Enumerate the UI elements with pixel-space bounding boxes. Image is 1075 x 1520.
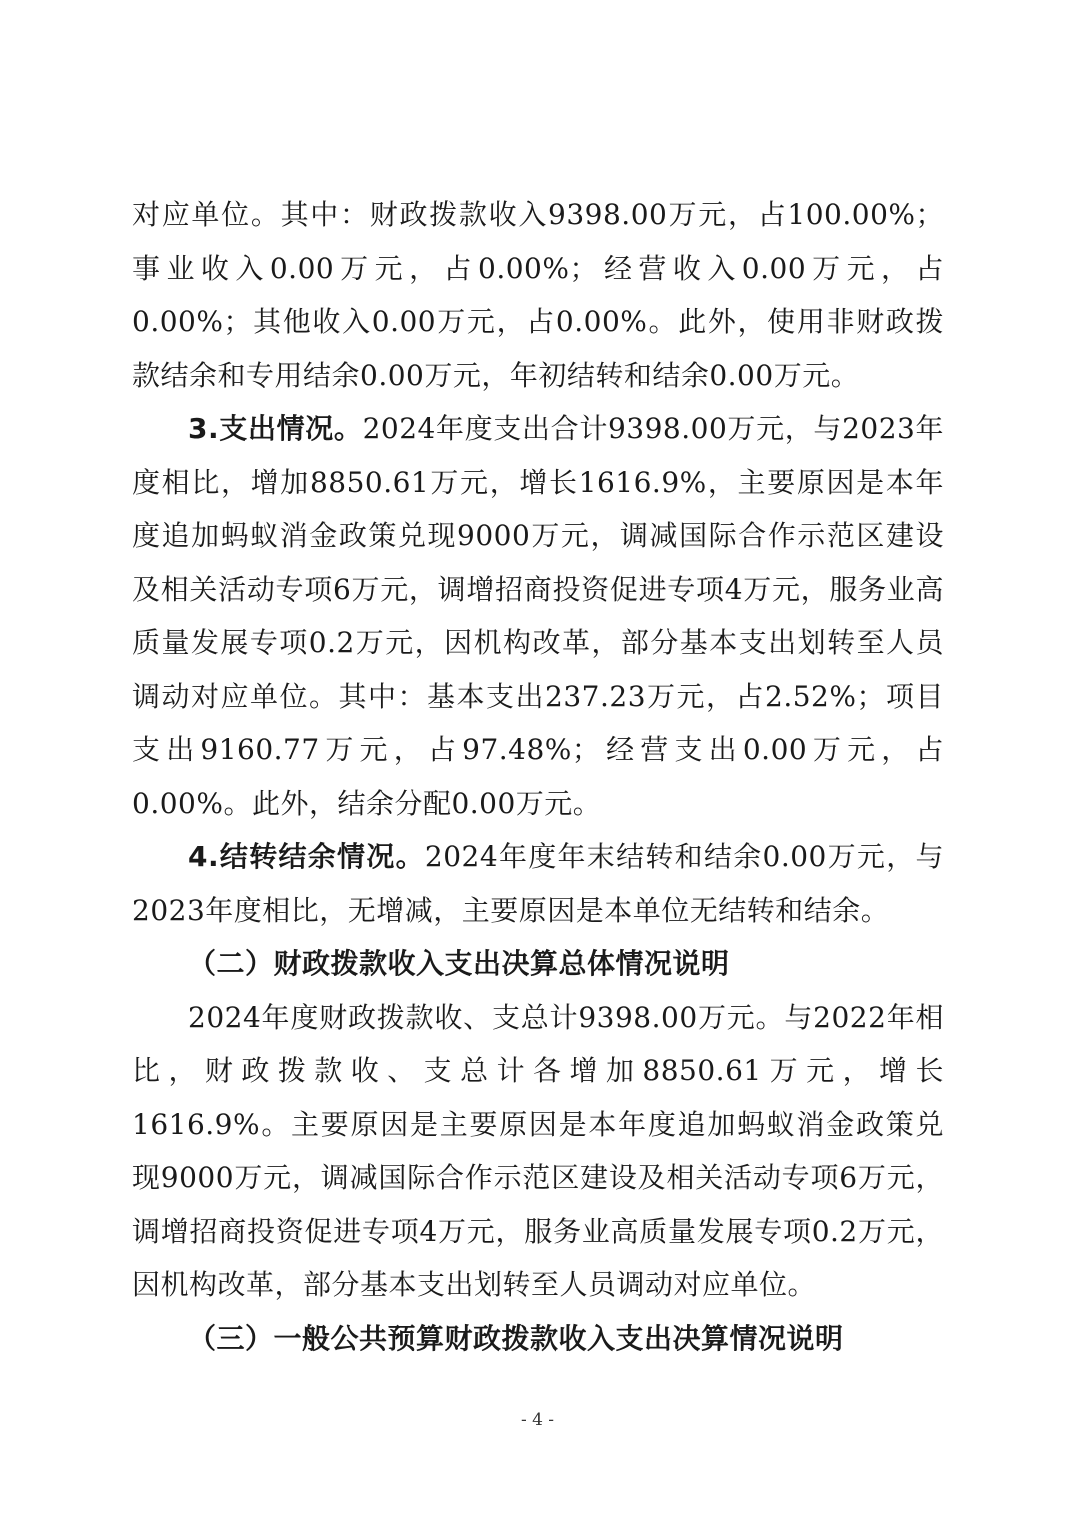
paragraph-fiscal-summary: 2024年度财政拨款收、支总计9398.00万元。与2022年相比，财政拨款收、支总计各增加8850.61万元，增长1616.9%。主要原因是主要原因是本年度追加蚂蚁消金政策兑现9000万元，调减国际合作示范区建设及相关活动专项6万元，调增招商投资促进专项4万元，服务业高质量发展专项0.2万元，因机构改革，部分基本支出划转至人员调动对应单位。 xyxy=(132,1000,944,1301)
carryover-heading: 4.结转结余情况。 xyxy=(188,840,425,873)
paragraph-income-breakdown: 对应单位。其中：财政拨款收入9398.00万元，占100.00%；事业收入0.00万元，占0.00%；经营收入0.00万元，占0.00%；其他收入0.00万元，占0.00%。此外，使用非财政拨款结余和专用结余0.00万元，年初结转和结余0.00万元。 xyxy=(132,198,944,392)
paragraph-carryover xyxy=(132,830,944,937)
expenditure-body: 2024年度支出合计9398.00万元，与2023年度相比，增加8850.61万元，增长1616.9%，主要原因是本年度追加蚂蚁消金政策兑现9000万元，调减国际合作示范区建设及相关活动专项6万元，调增招商投资促进专项4万元，服务业高质量发展专项0.2万元，因机构改革，部分基本支出划转至人员调动对应单位。其中：基本支出237.23万元，占2.52%；项目支出9160.77万元，占97.48%；经营支出0.00万元，占0.00%。此外，结余分配0.00万元。 xyxy=(132,412,944,820)
document-body xyxy=(132,188,944,1365)
page-number: - 4 - xyxy=(520,1410,555,1430)
section-heading-2: （二）财政拨款收入支出决算总体情况说明 xyxy=(188,947,730,980)
expenditure-heading: 3.支出情况。 xyxy=(188,412,363,445)
section-heading-3: （三）一般公共预算财政拨款收入支出决算情况说明 xyxy=(188,1321,844,1355)
carryover-body: 2024年度年末结转和结余0.00万元，与2023年度相比，无增减，主要原因是本单位无结转和结余。 xyxy=(132,840,944,927)
paragraph-expenditure xyxy=(132,402,944,830)
